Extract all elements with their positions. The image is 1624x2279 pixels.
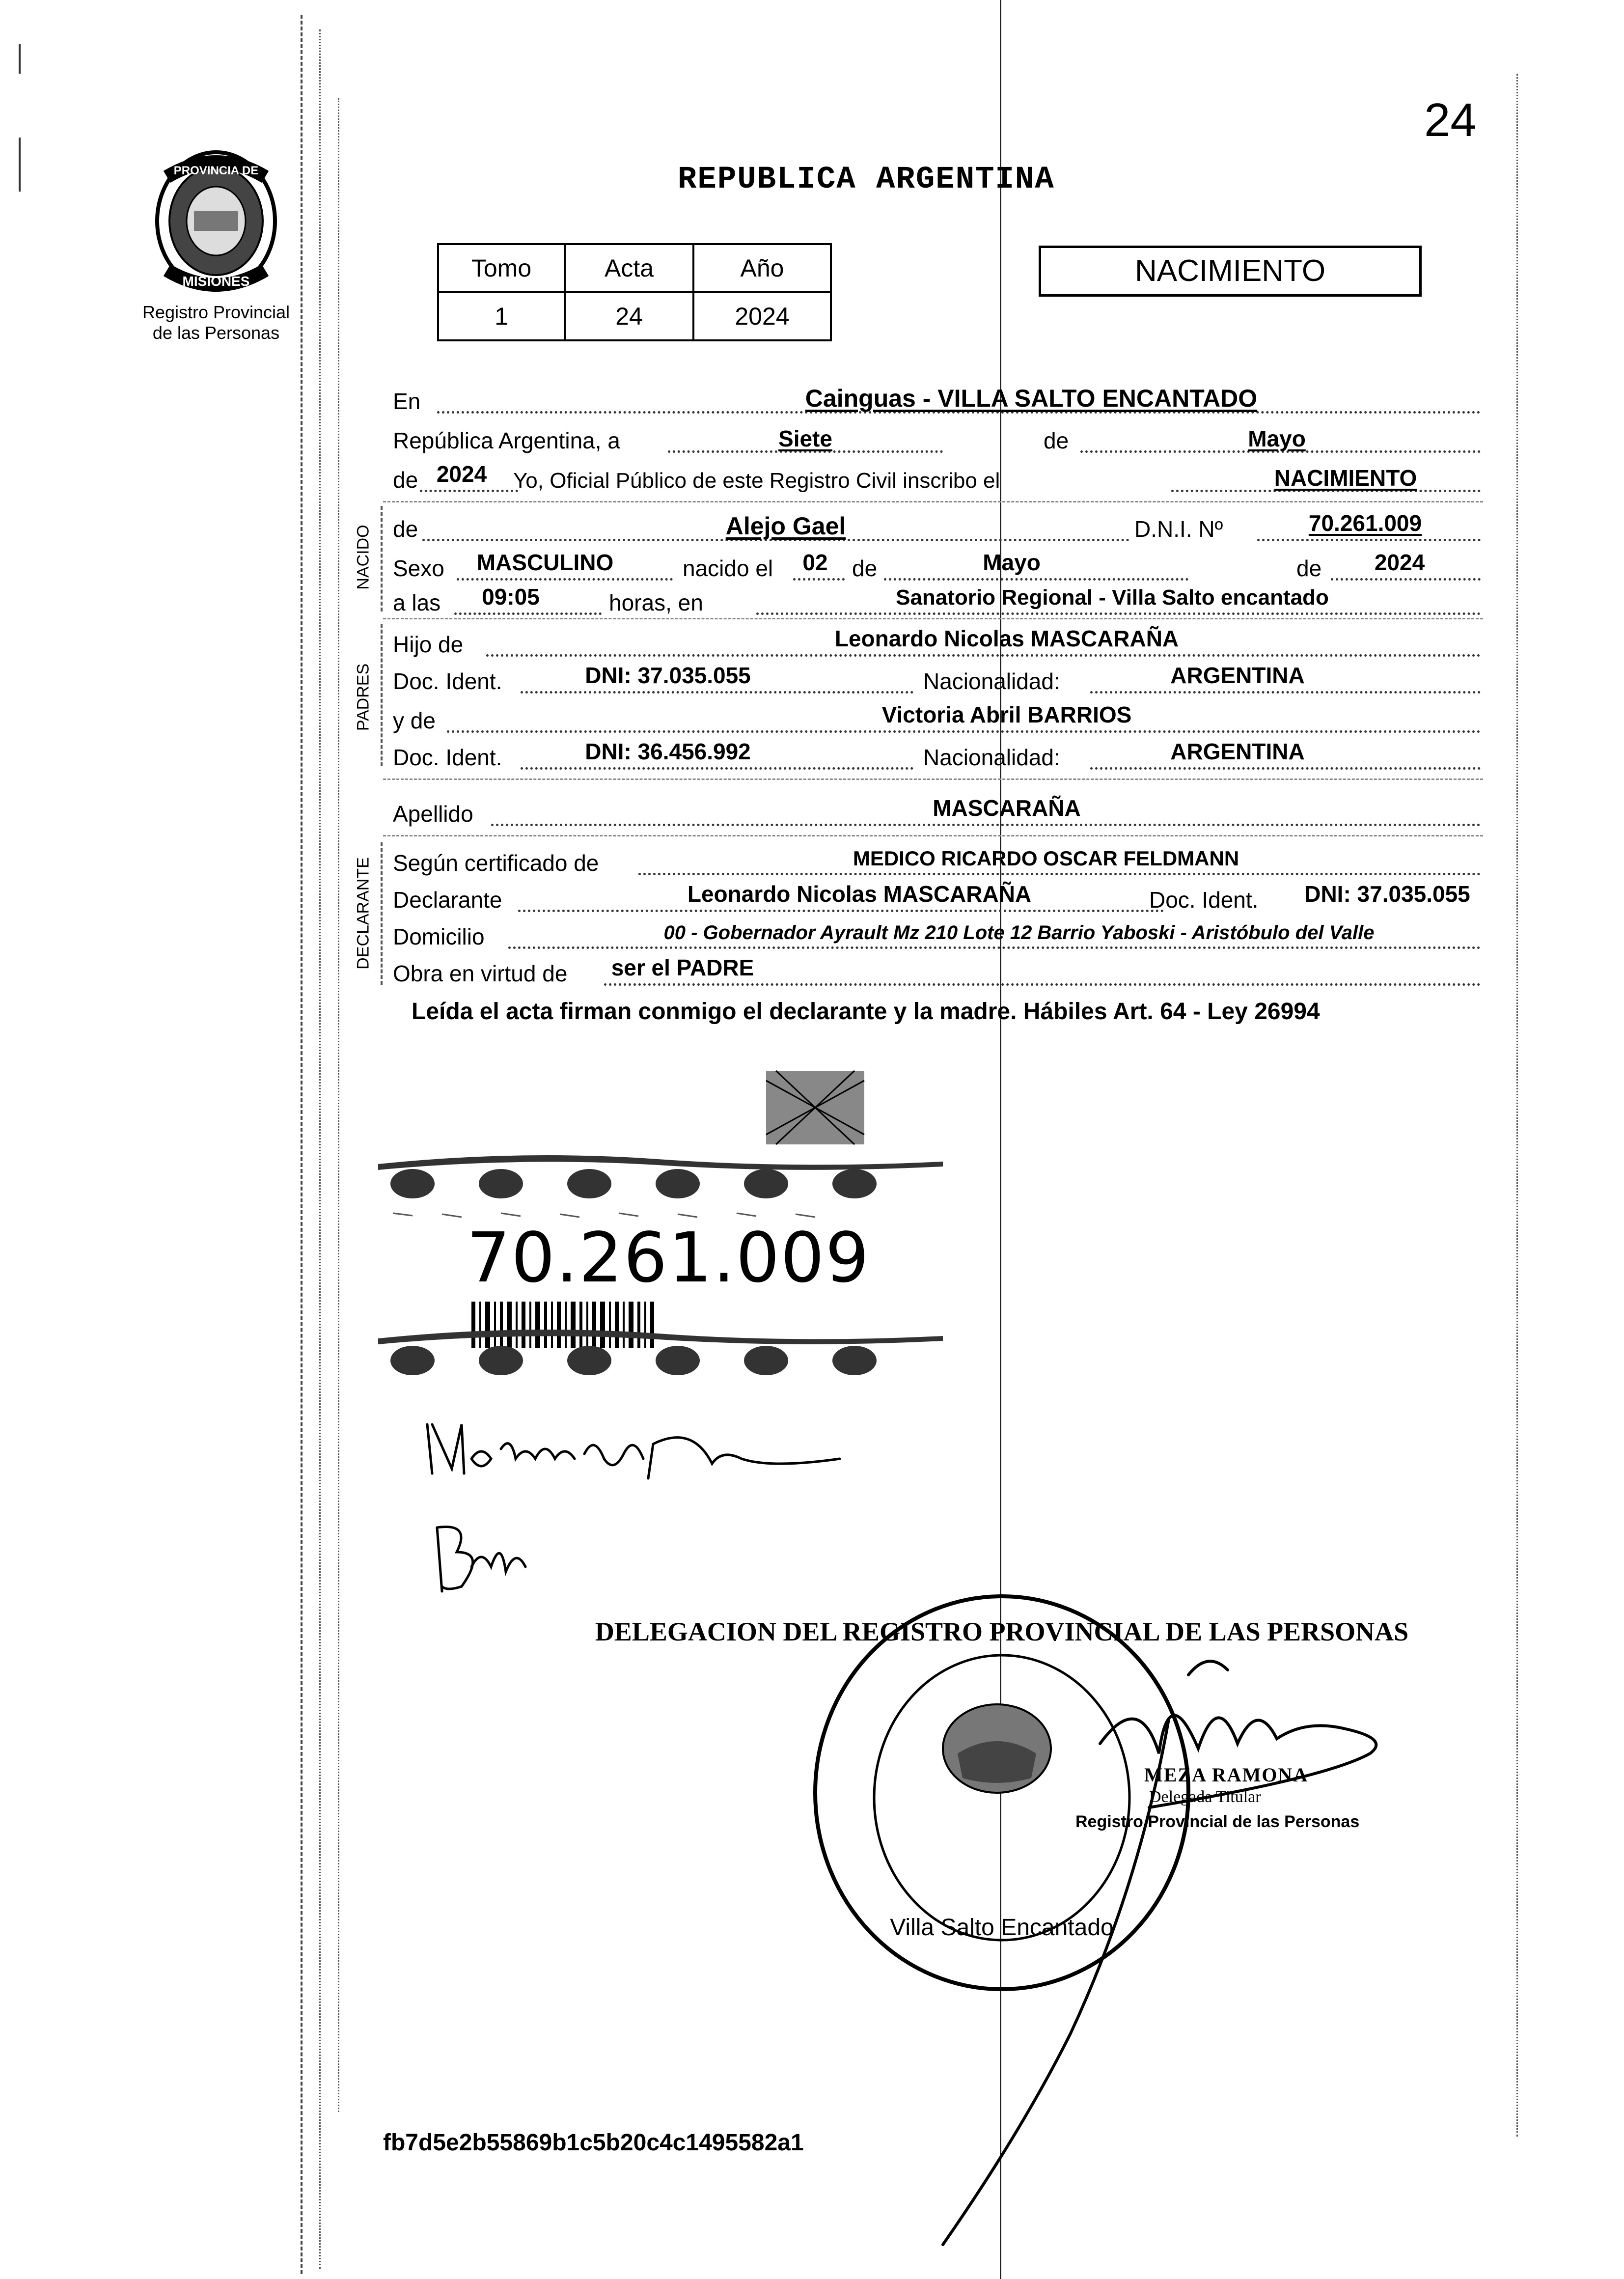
official-stamp-icon: [595, 1591, 1493, 2254]
record-type: NACIMIENTO: [1039, 246, 1422, 297]
declarante-doc-value: DNI: 37.035.055: [1304, 881, 1470, 907]
republica-label: República Argentina, a: [393, 428, 620, 453]
field-row-declarante: [393, 877, 1483, 916]
birth-de-label: de: [852, 556, 878, 581]
name-value: Alejo Gael: [725, 512, 846, 540]
leader: [518, 910, 1164, 912]
leader: [454, 612, 602, 615]
field-row-time: [393, 580, 1483, 619]
mother-doc-value: DNI: 36.456.992: [585, 739, 751, 764]
leader: [486, 654, 1481, 657]
org-label: [113, 302, 319, 343]
nacionalidad-label: Nacionalidad:: [923, 668, 1060, 694]
apellido-label: Apellido: [393, 801, 473, 827]
dni-value: 70.261.009: [1308, 510, 1422, 536]
leader: [521, 691, 913, 694]
year-value: 2024: [436, 461, 487, 487]
section-bracket: [381, 506, 383, 611]
sexo-label: Sexo: [393, 556, 444, 581]
domicilio-label: Domicilio: [393, 924, 485, 949]
tomo-header: Tomo: [438, 244, 565, 292]
certificado-label: Según certificado de: [393, 850, 599, 876]
a-las-label: a las: [393, 590, 441, 615]
declarante-label: Declarante: [393, 887, 502, 913]
dni-label: D.N.I. Nº: [1134, 516, 1223, 542]
de-name-label: de: [393, 516, 418, 542]
birth-year-value: 2024: [1374, 550, 1425, 575]
nacionalidad-label-2: Nacionalidad:: [923, 745, 1060, 770]
obra-label: Obra en virtud de: [393, 961, 568, 986]
margin-line: [19, 44, 21, 74]
leader: [604, 983, 1481, 986]
margin-line: [301, 15, 303, 2274]
doc-ident-label: Doc. Ident.: [393, 668, 502, 694]
field-row-certificado: [393, 840, 1483, 879]
field-row-domicilio: [393, 914, 1483, 953]
record-ids-table: [437, 243, 832, 341]
field-row-apellido: [393, 791, 1483, 830]
declarante-doc-label: Doc. Ident.: [1149, 887, 1259, 913]
field-row-name: [393, 506, 1483, 545]
leader: [491, 824, 1481, 826]
field-row-sexo: [393, 545, 1483, 584]
section-bracket: [381, 842, 383, 985]
field-row-en: [393, 378, 1483, 417]
stamp-outer-text: DELEGACION DEL REGISTRO PROVINCIAL DE LAS PERSONAS: [595, 1617, 1409, 1646]
birth-month-value: Mayo: [983, 550, 1041, 575]
handwritten-signatures-icon: [417, 1405, 859, 1631]
section-label-nacido: NACIDO: [354, 525, 373, 590]
leader: [1090, 767, 1481, 770]
inscribe-value: NACIMIENTO: [1274, 465, 1417, 491]
de-year-label: de: [393, 467, 418, 493]
leader: [1257, 539, 1481, 541]
leader: [508, 946, 1481, 949]
father-nat-value: ARGENTINA: [1170, 663, 1305, 688]
leader: [638, 873, 1481, 875]
stamp-inner-text: Villa Salto Encantado: [890, 1915, 1114, 1941]
acta-header: Acta: [565, 244, 693, 292]
margin-line: [338, 98, 339, 2112]
margin-line: [319, 29, 321, 2269]
margin-line: [19, 138, 21, 192]
tomo-value: 1: [438, 292, 565, 340]
mother-nat-value: ARGENTINA: [1170, 739, 1305, 764]
obra-value: ser el PADRE: [611, 955, 754, 980]
day-value: Siete: [778, 426, 832, 451]
anio-header: Año: [693, 244, 831, 292]
org-label-line1: Registro Provincial: [142, 302, 290, 322]
security-dni: 70.261.009: [467, 1218, 870, 1298]
birth-de-year-label: de: [1296, 556, 1322, 581]
leader: [521, 767, 913, 770]
separator: [383, 778, 1483, 780]
hijo-de-label: Hijo de: [393, 632, 464, 657]
org-label-line2: de las Personas: [152, 323, 280, 343]
field-row-date: [393, 417, 1483, 457]
section-label-padres: PADRES: [354, 663, 373, 731]
certificado-value: MEDICO RICARDO OSCAR FELDMANN: [853, 847, 1239, 870]
birth-day-value: 02: [802, 550, 828, 575]
nacido-el-label: nacido el: [683, 556, 773, 581]
sexo-value: MASCULINO: [476, 550, 614, 575]
en-value: Cainguas - VILLA SALTO ENCANTADO: [805, 385, 1258, 412]
month-value: Mayo: [1248, 426, 1306, 451]
section-bracket: [381, 624, 383, 766]
y-de-label: y de: [393, 708, 436, 733]
country-title: REPUBLICA ARGENTINA: [678, 162, 1055, 197]
anio-value: 2024: [693, 292, 831, 340]
misiones-coat-of-arms-icon: [147, 147, 285, 305]
field-row-mother: [393, 697, 1483, 737]
leader: [756, 612, 1481, 615]
father-value: Leonardo Nicolas MASCARAÑA: [834, 626, 1179, 651]
declarante-value: Leonardo Nicolas MASCARAÑA: [687, 881, 1032, 907]
apellido-value: MASCARAÑA: [933, 795, 1081, 821]
time-value: 09:05: [482, 584, 540, 610]
separator: [383, 835, 1483, 836]
emblem-text-bottom: MISIONES: [182, 274, 250, 289]
leader: [1090, 691, 1481, 694]
en-label: En: [393, 389, 421, 414]
margin-line: [1516, 74, 1518, 2137]
separator: [383, 501, 1483, 502]
separator: [383, 618, 1483, 619]
section-label-declarante: DECLARANTE: [354, 857, 373, 970]
signer-role: Delegada Titular: [1149, 1788, 1261, 1806]
place-value: Sanatorio Regional - Villa Salto encantado: [896, 585, 1329, 610]
page-number: 24: [1424, 94, 1477, 146]
field-row-obra: [393, 950, 1483, 990]
mother-value: Victoria Abril BARRIOS: [881, 702, 1132, 727]
emblem-text-top: PROVINCIA DE: [173, 164, 259, 177]
domicilio-value: 00 - Gobernador Ayrault Mz 210 Lote 12 Barrio Yaboski - Aristóbulo del Valle: [663, 922, 1375, 944]
field-row-father: [393, 621, 1483, 661]
acta-value: 24: [565, 292, 693, 340]
field-row-mother-doc: [393, 734, 1483, 774]
de-label: de: [1044, 428, 1069, 453]
leader: [447, 730, 1481, 733]
signer-name: MEZA RAMONA: [1144, 1764, 1309, 1786]
oficial-text: Yo, Oficial Público de este Registro Civil inscribo el: [513, 469, 1000, 493]
doc-ident-label-2: Doc. Ident.: [393, 745, 502, 770]
signer-org: Registro Provincial de las Personas: [1075, 1812, 1360, 1831]
closing-text: Leída el acta firman conmigo el declarante y la madre. Hábiles Art. 64 - Ley 26994: [412, 999, 1320, 1025]
field-row-inscribe: [393, 457, 1483, 496]
field-row-father-doc: [393, 658, 1483, 697]
document-hash: fb7d5e2b55869b1c5b20c4c1495582a1: [383, 2130, 804, 2156]
father-doc-value: DNI: 37.035.055: [585, 663, 751, 688]
horas-en-label: horas, en: [609, 590, 703, 615]
leader: [420, 490, 518, 492]
